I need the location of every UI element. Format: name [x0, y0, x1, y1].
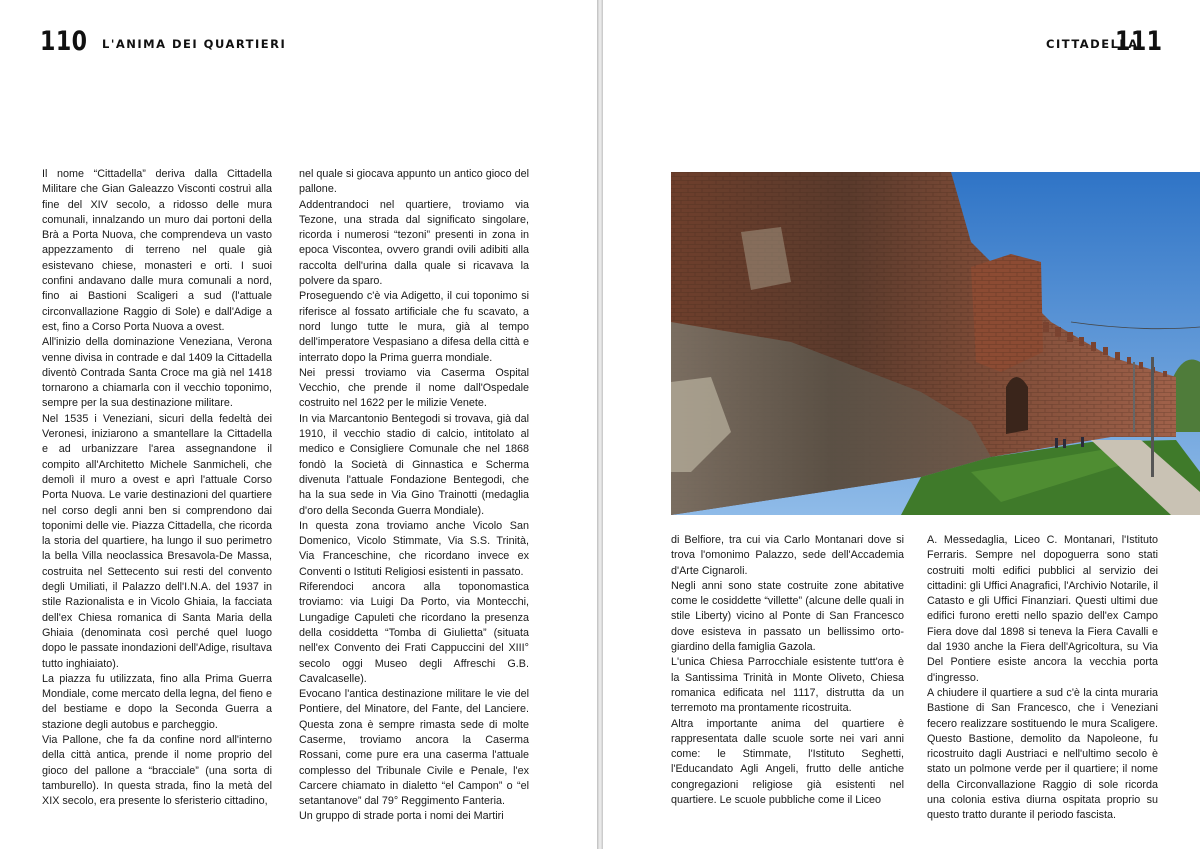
paragraph: di Belfiore, tra cui via Carlo Montanari dove si trova l'omonimo Palazzo, sede dell'Accademia d'Arte Cignaroli.: [671, 534, 904, 577]
paragraph: All'inizio della dominazione Veneziana, Verona venne divisa in contrade e dal 1409 la Cittadella diventò Contrada Santa Croce ma già nel 1418 tornarono a chiamarla con il vecchio toponimo, sempre per la sua destinazione militare.: [42, 336, 272, 410]
running-head: CITTADELLA: [1046, 37, 1139, 51]
left-page: [0, 0, 597, 849]
page-number: 111: [1115, 26, 1163, 57]
text-column-2: [927, 533, 1158, 824]
running-head: L'ANIMA DEI QUARTIERI: [102, 37, 287, 51]
text-column-1: [42, 167, 272, 809]
photo-city-wall-icon: [671, 172, 1200, 515]
paragraph: Altra importante anima del quartiere è rappresentata dalle scuole sorte nei vari anni come: le Stimmate, l'Istituto Seghetti, l'Educandato Agli Angeli, frutto delle antiche congregazioni religiose già esistenti nel quartiere. Le scuole pubbliche come il Liceo: [671, 717, 904, 807]
paragraph: Via Pallone, che fa da confine nord all'interno della città antica, prende il nome proprio del gioco del pallone a “bracciale” (una sorta di tamburello). In questa strada, fino la metà del XIX secolo, era presente lo sferisterio cittadino,: [42, 733, 272, 808]
paragraph: Riferendoci ancora alla toponomastica troviamo: via Luigi Da Porto, via Montecchi, Lungadige Capuleti che ricordano la presenza della cosiddetta “Tomba di Giulietta” (situata nell'ex Convento dei Frati Cappuccini del XIII° secolo oggi Museo degli Affreschi G.B. Cavalcaselle).: [299, 581, 529, 685]
paragraph: nel quale si giocava appunto un antico gioco del pallone.: [299, 168, 529, 196]
paragraph: Evocano l'antica destinazione militare le vie del Pontiere, del Minatore, del Fante, del Lanciere. Questa zona è sempre rimasta sede di molte Caserme, troviamo ancora la Caserma Rossani, come pure era una caserma l'attuale complesso del Tribunale Civile e Penale, l'ex Carcere chiamato in dialetto “el Campon” o “el setantanove” dal 79° Reggimento Fanteria.: [299, 688, 529, 808]
paragraph: Nei pressi troviamo via Caserma Ospital Vecchio, che prende il nome dall'Ospedale costruito nel 1622 per le milizie Venete.: [299, 366, 529, 410]
paragraph: Nel 1535 i Veneziani, sicuri della fedeltà dei Veronesi, iniziarono a smantellare la Cittadella e ad urbanizzare l'area assegnandone il compito all'Architetto Michele Sanmicheli, che demolì il muro a ovest e aprì l'attuale Corso Porta Nuova. Le varie destinazioni del quartiere nel corso degli anni ben si comprendono dai toponimi delle vie. Piazza Cittadella, che ricorda la storia del quartiere, ha lungo il suo perimetro la bella Villa neoclassica Bresavola-De Massa, costruita nel Settecento sui resti del convento degli Umiliati, il Palazzo dell'I.N.A. del 1937 in stile Razionalista e in Vicolo Ghiaia, la facciata dell'ex Chiesa romanica di Santa Maria della Ghiaia (denominata così perché quel luogo dopo le passate inondazioni dell'Adige, risultava tutto inghiaiato).: [42, 412, 272, 670]
paragraph: In via Marcantonio Bentegodi si trovava, già dal 1910, il vecchio stadio di calcio, intitolato al medico e Consigliere Comunale che nel 1868 fondò la Società di Ginnastica e Scherma divenuta l'attuale Fondazione Bentegodi, che ha la sua sede in Via Gino Trainotti (medaglia d'oro della Seconda Guerra Mondiale).: [299, 412, 529, 517]
paragraph: Un gruppo di strade porta i nomi dei Martiri: [299, 810, 504, 823]
text-column-2: [299, 167, 529, 825]
paragraph: A chiudere il quartiere a sud c'è la cinta muraria Bastione di San Francesco, che i Veneziani fecero realizzare sostituendo le mura Scaligere. Questo Bastione, demolito da Napoleone, fu ricostruito dagli Austriaci e nell'ultimo secolo è stato un polmone verde per il quartiere; il nome della Circonvallazione Raggio di sole ricorda una colonia estiva diurna ospitata proprio su questo tratto durante il periodo fascista.: [927, 686, 1158, 822]
city-wall-photo: [671, 172, 1200, 515]
paragraph: Proseguendo c'è via Adigetto, il cui toponimo si riferisce al fossato artificiale che fu scavato, a nord lungo tutte le mura, già al tempo dell'imperatore Vespasiano a difesa della città e interrato dopo la Prima guerra mondiale.: [299, 290, 529, 364]
paragraph: Negli anni sono state costruite zone abitative come le cosiddette “villette” (alcune delle quali in stile Liberty) vicino al Ponte di San Francesco dove esisteva in passato un bellissimo orto-giardino della famiglia Gazola.: [671, 579, 904, 654]
paragraph: Addentrandoci nel quartiere, troviamo via Tezone, una strada dal significato singolare, ricorda i numerosi “tezoni” presenti in zona in epoca Viscontea, ovvero grandi ovili adibiti alla raccolta dell'urina dalla quale si ricavava la polvere da sparo.: [299, 198, 529, 288]
paragraph: L'unica Chiesa Parrocchiale esistente tutt'ora è la Santissima Trinità in Monte Oliveto, Chiesa romanica edificata nel 1117, distrutta da un terremoto ma prontamente ricostruita.: [671, 656, 904, 715]
paragraph: La piazza fu utilizzata, fino alla Prima Guerra Mondiale, come mercato della legna, del fieno e del bestiame e dopo la Seconda Guerra a stazione degli autobus e parcheggio.: [42, 672, 272, 731]
text-column-1: [671, 533, 904, 808]
paragraph: Il nome “Cittadella” deriva dalla Cittadella Militare che Gian Galeazzo Visconti costruì alla fine del XIV secolo, a ridosso delle mura comunali, innalzando un muro dai portoni della Brà a Porta Nuova, che comprendeva un vasto appezzamento di terreno nel quale già esistevano chiese, monasteri e orti. I suoi confini andavano dalle mura comunali a nord, fino ai Bastioni Scaligeri a sud (l'attuale circonvallazione Raggio di Sole) e dall'Adige a est, fino a Corso Porta Nuova a ovest.: [42, 168, 272, 333]
paragraph: A. Messedaglia, Liceo C. Montanari, l'Istituto Ferraris. Sempre nel dopoguerra sono stati costruiti molti edifici pubblici al servizio dei cittadini: gli Uffici Anagrafici, l'Archivio Notarile, il Catasto e gli Uffici Finanziari. Questi ultimi due edifici furono eretti nello spazio dell'ex Campo Fiera dove dal 1898 si teneva la Fiera Cavalli e dal 1930 anche la Fiera dell'Agricoltura, su Via Del Pontiere esiste ancora la vecchia porta d'ingresso.: [927, 534, 1158, 684]
paragraph: In questa zona troviamo anche Vicolo San Domenico, Vicolo Stimmate, Via S.S. Trinità, Via Franceschine, che ricordano invece ex Conventi o Istituti Religiosi esistenti in passato.: [299, 519, 529, 578]
page-number: 110: [40, 26, 88, 57]
